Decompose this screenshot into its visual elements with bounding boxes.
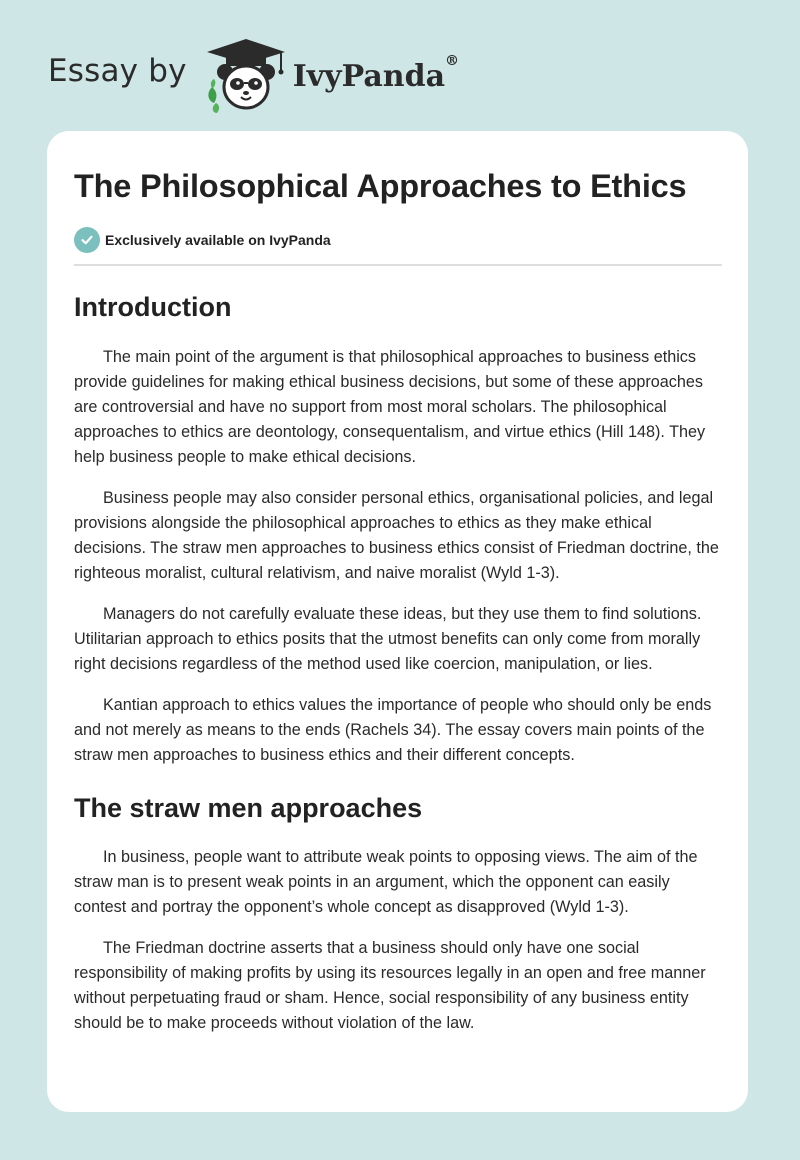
paragraph: The main point of the argument is that philosophical approaches to business ethics provide guidelines for making ethical business decisions, but some of these approaches are controversial and have no support from most moral scholars. The philosophical approaches to ethics are deontology, consequentalism, and virtue ethics (Hill 148). They help business people to make ethical decisions. bbox=[74, 348, 706, 466]
panda-logo-icon bbox=[201, 35, 291, 113]
paragraph: In business, people want to attribute weak points to opposing views. The aim of the straw man is to present weak points in an argument, which the opponent can easily contest and portray the opponent’s whole concept as disapproved (Wyld 1-3). bbox=[74, 848, 698, 916]
section-heading-straw-men: The straw men approaches bbox=[74, 793, 423, 823]
brand-name: IvyPanda® bbox=[292, 52, 460, 94]
exclusive-label: Exclusively available on IvyPanda bbox=[105, 232, 331, 248]
exclusive-badge bbox=[74, 227, 722, 253]
brand-header[interactable] bbox=[48, 34, 459, 114]
paragraph: Kantian approach to ethics values the importance of people who should only be ends and not merely as means to the ends (Rachels 34). The essay covers main points of the straw men approaches to business ethics and their different concepts. bbox=[74, 696, 712, 764]
check-icon bbox=[74, 227, 100, 253]
divider bbox=[74, 264, 722, 266]
paragraph: The Friedman doctrine asserts that a business should only have one social responsibility of making profits by using its resources legally in an open and free manner without perpetuating fraud or sham. Hence, social responsibility of any business entity should be to make proceeds without violation of the law. bbox=[74, 939, 706, 1032]
registered-mark: ® bbox=[445, 52, 460, 69]
brand-prefix: Essay by bbox=[48, 53, 187, 89]
section-heading-introduction: Introduction bbox=[74, 292, 232, 322]
paragraph: Managers do not carefully evaluate these ideas, but they use them to find solutions. Utilitarian approach to ethics posits that the utmost benefits can only come from morally right decisions regardless of the method used like coercion, manipulation, or lies. bbox=[74, 605, 702, 673]
essay-card bbox=[47, 131, 748, 1112]
page-title: The Philosophical Approaches to Ethics bbox=[74, 168, 687, 204]
paragraph: Business people may also consider personal ethics, organisational policies, and legal provisions alongside the philosophical approaches to ethics as they make ethical decisions. The straw men approaches to business ethics consist of Friedman doctrine, the righteous moralist, cultural relativism, and naive moralist (Wyld 1-3). bbox=[74, 489, 719, 582]
